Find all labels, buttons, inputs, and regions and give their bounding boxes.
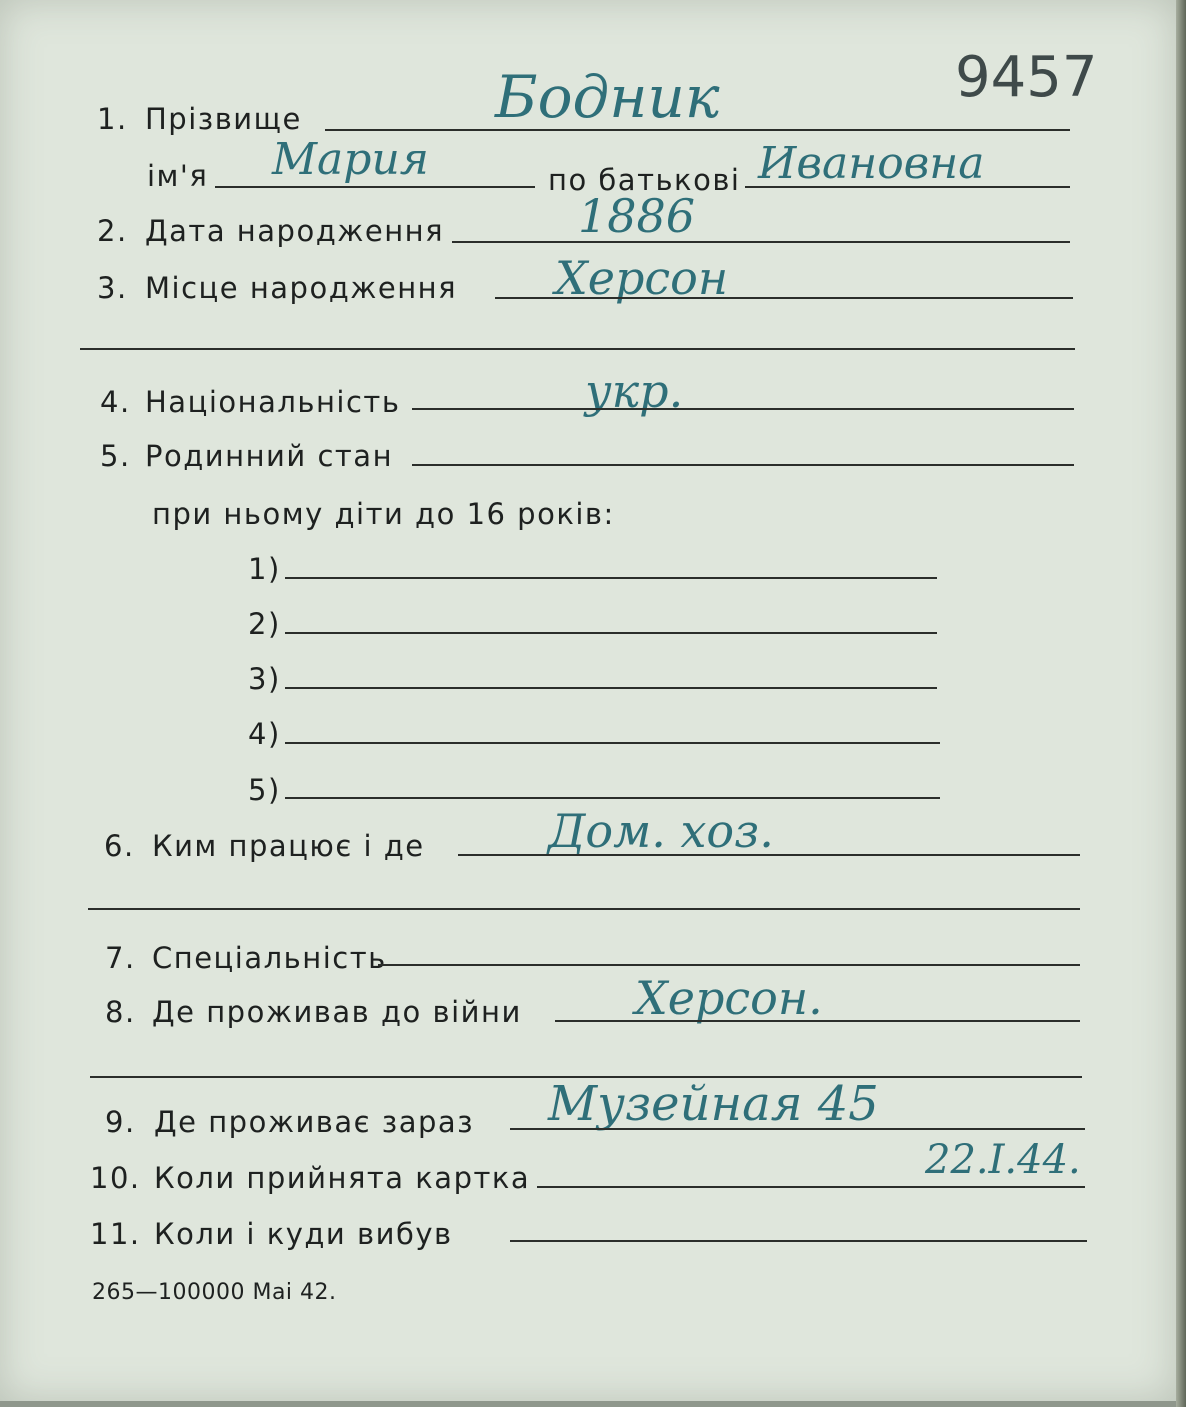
field-number: 1. bbox=[97, 102, 128, 136]
field-label: Спеціальність bbox=[152, 941, 387, 975]
field-label: Коли прийнята картка bbox=[154, 1161, 531, 1195]
field-number: 7. bbox=[105, 941, 136, 975]
fill-line bbox=[555, 1020, 1080, 1022]
field-label: Де проживав до війни bbox=[152, 995, 522, 1029]
fill-line bbox=[745, 186, 1070, 188]
field-number: 10. bbox=[90, 1161, 141, 1195]
card-number: 9457 bbox=[955, 45, 1098, 110]
children-heading: при ньому діти до 16 років: bbox=[152, 497, 615, 531]
card-edge bbox=[1176, 0, 1186, 1407]
fill-line bbox=[325, 129, 1070, 131]
fill-line bbox=[458, 854, 1080, 856]
fill-line bbox=[285, 797, 940, 799]
field-number: 8. bbox=[105, 995, 136, 1029]
fill-line bbox=[88, 908, 1080, 910]
fill-line bbox=[537, 1186, 1085, 1188]
field-label: Ким працює і де bbox=[152, 829, 425, 863]
handwritten-value: укр. bbox=[585, 364, 684, 418]
field-number: 2. bbox=[97, 214, 128, 248]
child-index: 5) bbox=[248, 773, 281, 807]
handwritten-value: 1886 bbox=[578, 189, 696, 243]
fill-line bbox=[285, 687, 937, 689]
fill-line bbox=[510, 1240, 1087, 1242]
fill-line bbox=[412, 464, 1074, 466]
field-label: Дата народження bbox=[145, 214, 445, 248]
field-number: 3. bbox=[97, 271, 128, 305]
field-label: Коли і куди вибув bbox=[154, 1217, 453, 1251]
fill-line bbox=[510, 1128, 1085, 1130]
child-index: 3) bbox=[248, 662, 281, 696]
field-label: Прізвище bbox=[145, 102, 302, 136]
child-index: 1) bbox=[248, 552, 281, 586]
handwritten-value: 22.I.44. bbox=[925, 1137, 1081, 1183]
fill-line bbox=[285, 632, 937, 634]
field-number: 6. bbox=[104, 829, 135, 863]
fill-line bbox=[378, 964, 1080, 966]
fill-line bbox=[215, 186, 535, 188]
field-number: 5. bbox=[100, 439, 131, 473]
fill-line bbox=[412, 408, 1074, 410]
fill-line bbox=[80, 348, 1075, 350]
field-number: 11. bbox=[90, 1217, 141, 1251]
handwritten-value: Музейная 45 bbox=[548, 1076, 879, 1132]
field-number: 4. bbox=[100, 385, 131, 419]
fill-line bbox=[285, 577, 937, 579]
handwritten-value: Херсон bbox=[555, 251, 729, 305]
field-label: Місце народження bbox=[145, 271, 458, 305]
handwritten-value: Херсон. bbox=[635, 971, 823, 1025]
field-label: Національність bbox=[145, 385, 401, 419]
field-label: по батькові bbox=[548, 163, 741, 197]
fill-line bbox=[285, 742, 940, 744]
handwritten-value: Мария bbox=[272, 134, 429, 185]
child-index: 2) bbox=[248, 607, 281, 641]
field-label: Родинний стан bbox=[145, 439, 394, 473]
handwritten-value: Ивановна bbox=[758, 138, 985, 189]
fill-line bbox=[452, 241, 1070, 243]
print-note: 265—100000 Mai 42. bbox=[92, 1280, 337, 1305]
handwritten-value: Бодник bbox=[495, 63, 720, 131]
field-label: Де проживає зараз bbox=[154, 1105, 475, 1139]
field-number: 9. bbox=[105, 1105, 136, 1139]
field-label: ім'я bbox=[147, 159, 209, 193]
fill-line bbox=[495, 297, 1073, 299]
child-index: 4) bbox=[248, 717, 281, 751]
handwritten-value: Дом. хоз. bbox=[548, 804, 774, 858]
